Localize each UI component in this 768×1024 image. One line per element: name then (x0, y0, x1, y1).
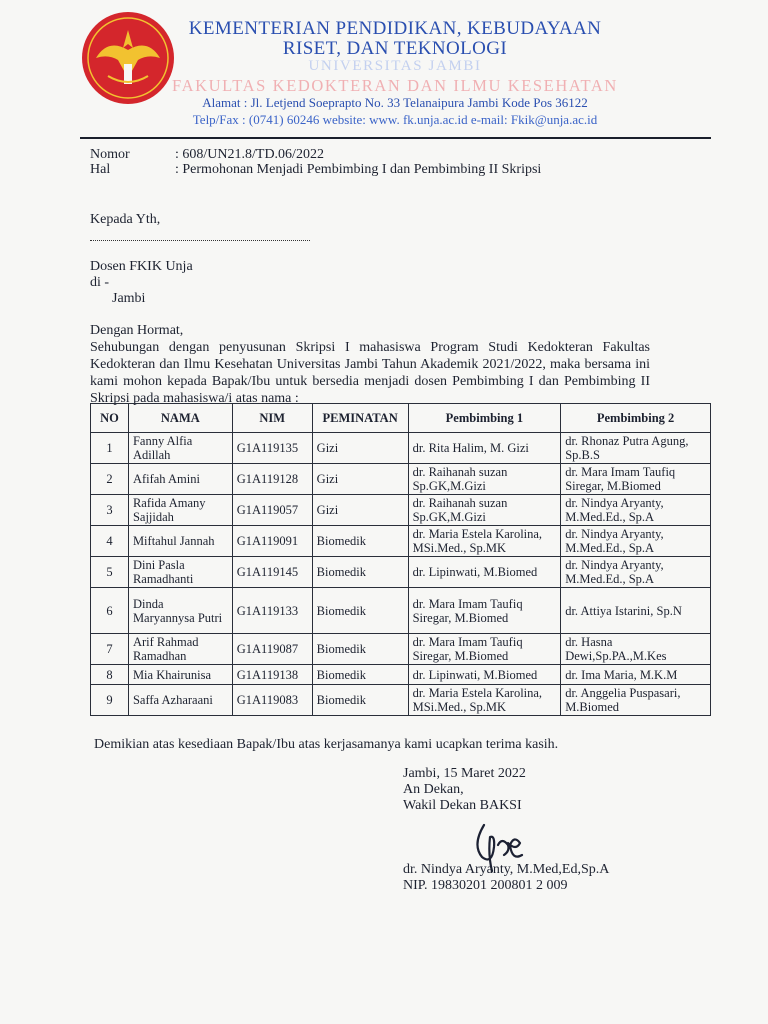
cell-pembimbing-2: dr. Rhonaz Putra Agung, Sp.B.S (561, 433, 711, 464)
cell-peminatan: Biomedik (312, 665, 408, 685)
signer-name: dr. Nindya Aryanty, M.Med,Ed,Sp.A (403, 862, 610, 877)
cell-no: 2 (91, 464, 129, 495)
letterhead-divider (80, 137, 711, 139)
cell-peminatan: Gizi (312, 464, 408, 495)
salutation: Kepada Yth, (90, 212, 161, 227)
cell-peminatan: Biomedik (312, 634, 408, 665)
cell-nim: G1A119133 (232, 588, 312, 634)
letterhead-ministry-2: RISET, DAN TEKNOLOGI (282, 38, 508, 59)
nomor-label: Nomor (90, 147, 130, 162)
cell-peminatan: Biomedik (312, 588, 408, 634)
cell-no: 1 (91, 433, 129, 464)
letterhead-faculty: FAKULTAS KEDOKTERAN DAN ILMU KESEHATAN (172, 76, 618, 95)
col-header-no: NO (91, 404, 129, 433)
cell-pembimbing-1: dr. Mara Imam Taufiq Siregar, M.Biomed (408, 588, 561, 634)
letterhead-university: UNIVERSITAS JAMBI (308, 58, 482, 74)
cell-no: 9 (91, 685, 129, 716)
cell-nim: G1A119091 (232, 526, 312, 557)
closing-text: Demikian atas kesediaan Bapak/Ibu atas kerjasamanya kami ucapkan terima kasih. (94, 737, 559, 752)
letterhead-ministry: KEMENTERIAN PENDIDIKAN, KEBUDAYAAN (188, 18, 602, 39)
cell-pembimbing-2: dr. Mara Imam Taufiq Siregar, M.Biomed (561, 464, 711, 495)
cell-pembimbing-2: dr. Nindya Aryanty, M.Med.Ed., Sp.A (561, 557, 711, 588)
cell-nama: Fanny Alfia Adillah (128, 433, 232, 464)
col-header-pembimbing-1: Pembimbing 1 (408, 404, 561, 433)
table-row (91, 495, 711, 526)
cell-peminatan: Biomedik (312, 526, 408, 557)
table-row (91, 526, 711, 557)
letterhead-address: Alamat : Jl. Letjend Soeprapto No. 33 Telanaipura Jambi Kode Pos 36122 (202, 95, 588, 110)
table-row (91, 433, 711, 464)
cell-pembimbing-2: dr. Ima Maria, M.K.M (561, 665, 711, 685)
cell-no: 3 (91, 495, 129, 526)
signer-nip: NIP. 19830201 200801 2 009 (403, 878, 568, 893)
cell-no: 5 (91, 557, 129, 588)
greeting: Dengan Hormat, (90, 323, 184, 338)
cell-nama: Saffa Azharaani (128, 685, 232, 716)
col-header-nim: NIM (232, 404, 312, 433)
cell-nama: Dinda Maryannysa Putri (128, 588, 232, 634)
nomor-value: : 608/UN21.8/TD.06/2022 (175, 147, 324, 162)
table-row (91, 557, 711, 588)
cell-nim: G1A119087 (232, 634, 312, 665)
signer-role-1: An Dekan, (403, 782, 464, 797)
cell-nama: Miftahul Jannah (128, 526, 232, 557)
table-header-row (91, 404, 711, 433)
cell-pembimbing-1: dr. Lipinwati, M.Biomed (408, 557, 561, 588)
cell-peminatan: Biomedik (312, 557, 408, 588)
recipient-dotted-line (90, 240, 310, 241)
cell-pembimbing-2: dr. Nindya Aryanty, M.Med.Ed., Sp.A (561, 495, 711, 526)
cell-pembimbing-1: dr. Mara Imam Taufiq Siregar, M.Biomed (408, 634, 561, 665)
cell-nim: G1A119057 (232, 495, 312, 526)
cell-peminatan: Gizi (312, 433, 408, 464)
cell-nama: Arif Rahmad Ramadhan (128, 634, 232, 665)
col-header-pembimbing-2: Pembimbing 2 (561, 404, 711, 433)
hal-value: : Permohonan Menjadi Pembimbing I dan Pembimbing II Skripsi (175, 162, 542, 177)
col-header-peminatan: PEMINATAN (312, 404, 408, 433)
table-row (91, 634, 711, 665)
cell-nim: G1A119138 (232, 665, 312, 685)
cell-pembimbing-2: dr. Attiya Istarini, Sp.N (561, 588, 711, 634)
recipient-line-2: di - (90, 275, 110, 290)
recipient-line-3: Jambi (112, 291, 146, 306)
body-paragraph: Sehubungan dengan penyusunan Skripsi I mahasiswa Program Studi Kedokteran Fakultas Kedokteran dan Ilmu Kesehatan Universitas Jambi Tahun Akademik 2021/2022, maka bersama ini kami mohon kepada Bapak/Ibu untuk bersedia menjadi dosen Pembimbing I dan Pembimbing II Skripsi pada mahasiswa/i atas nama : (90, 340, 650, 406)
cell-pembimbing-1: dr. Maria Estela Karolina, MSi.Med., Sp.MK (408, 685, 561, 716)
cell-pembimbing-2: dr. Hasna Dewi,Sp.PA.,M.Kes (561, 634, 711, 665)
cell-nim: G1A119128 (232, 464, 312, 495)
cell-pembimbing-1: dr. Raihanah suzan Sp.GK,M.Gizi (408, 495, 561, 526)
place-date: Jambi, 15 Maret 2022 (403, 766, 526, 781)
cell-nim: G1A119135 (232, 433, 312, 464)
table-row (91, 665, 711, 685)
cell-no: 8 (91, 665, 129, 685)
table-row (91, 588, 711, 634)
col-header-nama: NAMA (128, 404, 232, 433)
cell-nim: G1A119145 (232, 557, 312, 588)
cell-no: 7 (91, 634, 129, 665)
recipient-line-1: Dosen FKIK Unja (90, 259, 193, 274)
cell-nim: G1A119083 (232, 685, 312, 716)
signer-role-2: Wakil Dekan BAKSI (403, 798, 522, 813)
cell-nama: Dini Pasla Ramadhanti (128, 557, 232, 588)
hal-label: Hal (90, 162, 111, 177)
cell-pembimbing-1: dr. Lipinwati, M.Biomed (408, 665, 561, 685)
cell-pembimbing-2: dr. Anggelia Puspasari, M.Biomed (561, 685, 711, 716)
cell-peminatan: Biomedik (312, 685, 408, 716)
cell-nama: Mia Khairunisa (128, 665, 232, 685)
cell-nama: Afifah Amini (128, 464, 232, 495)
cell-peminatan: Gizi (312, 495, 408, 526)
cell-nama: Rafida Amany Sajjidah (128, 495, 232, 526)
table-row (91, 685, 711, 716)
cell-pembimbing-2: dr. Nindya Aryanty, M.Med.Ed., Sp.A (561, 526, 711, 557)
cell-pembimbing-1: dr. Raihanah suzan Sp.GK,M.Gizi (408, 464, 561, 495)
cell-pembimbing-1: dr. Rita Halim, M. Gizi (408, 433, 561, 464)
table-row (91, 464, 711, 495)
cell-no: 4 (91, 526, 129, 557)
cell-pembimbing-1: dr. Maria Estela Karolina, MSi.Med., Sp.MK (408, 526, 561, 557)
student-table (90, 403, 711, 716)
cell-no: 6 (91, 588, 129, 634)
letterhead-contact: Telp/Fax : (0741) 60246 website: www. fk.unja.ac.id e-mail: Fkik@unja.ac.id (192, 112, 598, 127)
